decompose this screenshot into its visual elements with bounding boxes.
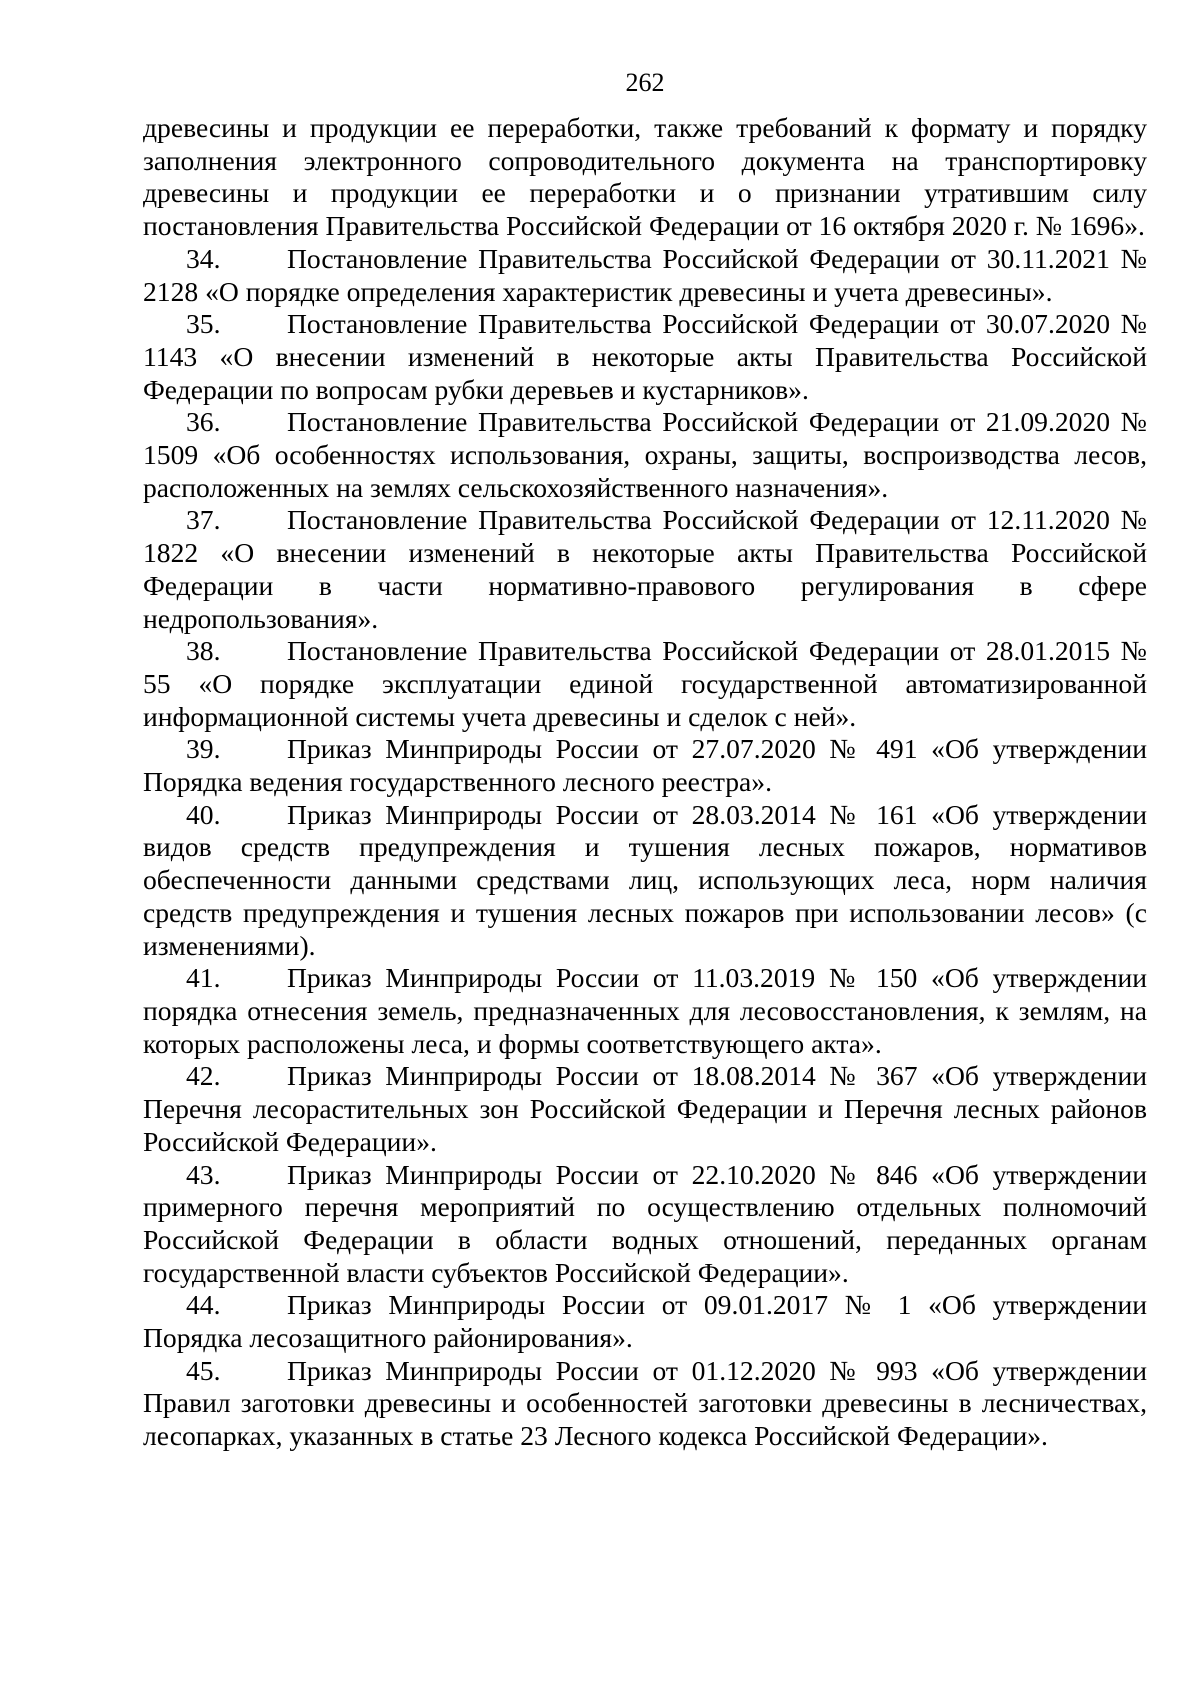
list-item-text: Приказ Минприроды России от 27.07.2020 № 491 «Об утверждении Порядка ведения государственного лесного реестра». bbox=[143, 733, 1147, 798]
list-item-number: 45. bbox=[186, 1354, 221, 1386]
intro-paragraph: древесины и продукции ее переработки, также требований к формату и порядку заполнения электронного сопроводительного документа на транспортировку древесины и продукции ее переработки и о признании утратившим силу постановления Правительства Российской Федерации от 16 октября 2020 г. № 1696». bbox=[143, 112, 1154, 242]
list-item-text: Постановление Правительства Российской Федерации от 21.09.2020 № 1509 «Об особенностях использования, охраны, защиты, воспроизводства лесов, расположенных на землях сельскохозяйственного назначения». bbox=[143, 406, 1147, 503]
list-item bbox=[143, 406, 1147, 504]
list-item bbox=[143, 799, 1147, 963]
list-item-text: Приказ Минприроды России от 22.10.2020 № 846 «Об утверждении примерного перечня мероприятий по осуществлению отдельных полномочий Российской Федерации в области водных отношений, переданных органам государственной власти субъектов Российской Федерации». bbox=[143, 1158, 1147, 1288]
list-item-number: 36. bbox=[186, 406, 221, 438]
list-item-number: 35. bbox=[186, 308, 221, 340]
list-item bbox=[143, 504, 1147, 635]
reference-list bbox=[143, 243, 1147, 1453]
list-item-number: 43. bbox=[186, 1158, 221, 1190]
list-item bbox=[143, 308, 1147, 406]
list-item-text: Постановление Правительства Российской Федерации от 28.01.2015 № 55 «О порядке эксплуатации единой государственной автоматизированной информационной системы учета древесины и сделок с ней». bbox=[143, 635, 1147, 732]
list-item-text: Постановление Правительства Российской Федерации от 12.11.2020 № 1822 «О внесении изменений в некоторые акты Правительства Российской Федерации в части нормативно-правового регулирования в сфере недропользования». bbox=[143, 504, 1147, 634]
list-item-text: Приказ Минприроды России от 28.03.2014 № 161 «Об утверждении видов средств предупреждения и тушения лесных пожаров, нормативов обеспеченности данными средствами лиц, использующих леса, норм наличия средств предупреждения и тушения лесных пожаров при использовании лесов» (с изменениями). bbox=[143, 798, 1147, 961]
list-item-text: Постановление Правительства Российской Федерации от 30.11.2021 № 2128 «О порядке определения характеристик древесины и учета древесины». bbox=[143, 242, 1147, 307]
list-item-number: 37. bbox=[186, 504, 221, 536]
list-item-number: 42. bbox=[186, 1060, 221, 1092]
page-number: 262 bbox=[625, 68, 665, 97]
list-item-number: 44. bbox=[186, 1289, 221, 1321]
list-item-text: Постановление Правительства Российской Федерации от 30.07.2020 № 1143 «О внесении изменений в некоторые акты Правительства Российской Федерации по вопросам рубки деревьев и кустарников». bbox=[143, 308, 1147, 405]
list-item bbox=[143, 962, 1147, 1060]
list-item bbox=[143, 243, 1147, 308]
list-item bbox=[143, 733, 1147, 798]
list-item-number: 34. bbox=[186, 242, 221, 274]
document-page bbox=[143, 68, 1154, 1453]
list-item-number: 40. bbox=[186, 798, 221, 830]
list-item bbox=[143, 1060, 1147, 1158]
list-item bbox=[143, 1355, 1147, 1453]
list-item-text: Приказ Минприроды России от 09.01.2017 № 1 «Об утверждении Порядка лесозащитного районирования». bbox=[143, 1289, 1147, 1354]
list-item-text: Приказ Минприроды России от 18.08.2014 № 367 «Об утверждении Перечня лесорастительных зон Российской Федерации и Перечня лесных районов Российской Федерации». bbox=[143, 1060, 1147, 1157]
list-item bbox=[143, 635, 1147, 733]
list-item-text: Приказ Минприроды России от 01.12.2020 № 993 «Об утверждении Правил заготовки древесины и особенностей заготовки древесины в лесничествах, лесопарках, указанных в статье 23 Лесного кодекса Российской Федерации». bbox=[143, 1354, 1147, 1452]
list-item-number: 38. bbox=[186, 635, 221, 667]
list-item-text: Приказ Минприроды России от 11.03.2019 № 150 «Об утверждении порядка отнесения земель, предназначенных для лесовосстановления, к землям, на которых расположены леса, и формы соответствующего акта». bbox=[143, 962, 1147, 1059]
list-item-number: 39. bbox=[186, 733, 221, 765]
list-item bbox=[143, 1289, 1147, 1354]
list-item-number: 41. bbox=[186, 962, 221, 994]
list-item bbox=[143, 1159, 1147, 1290]
